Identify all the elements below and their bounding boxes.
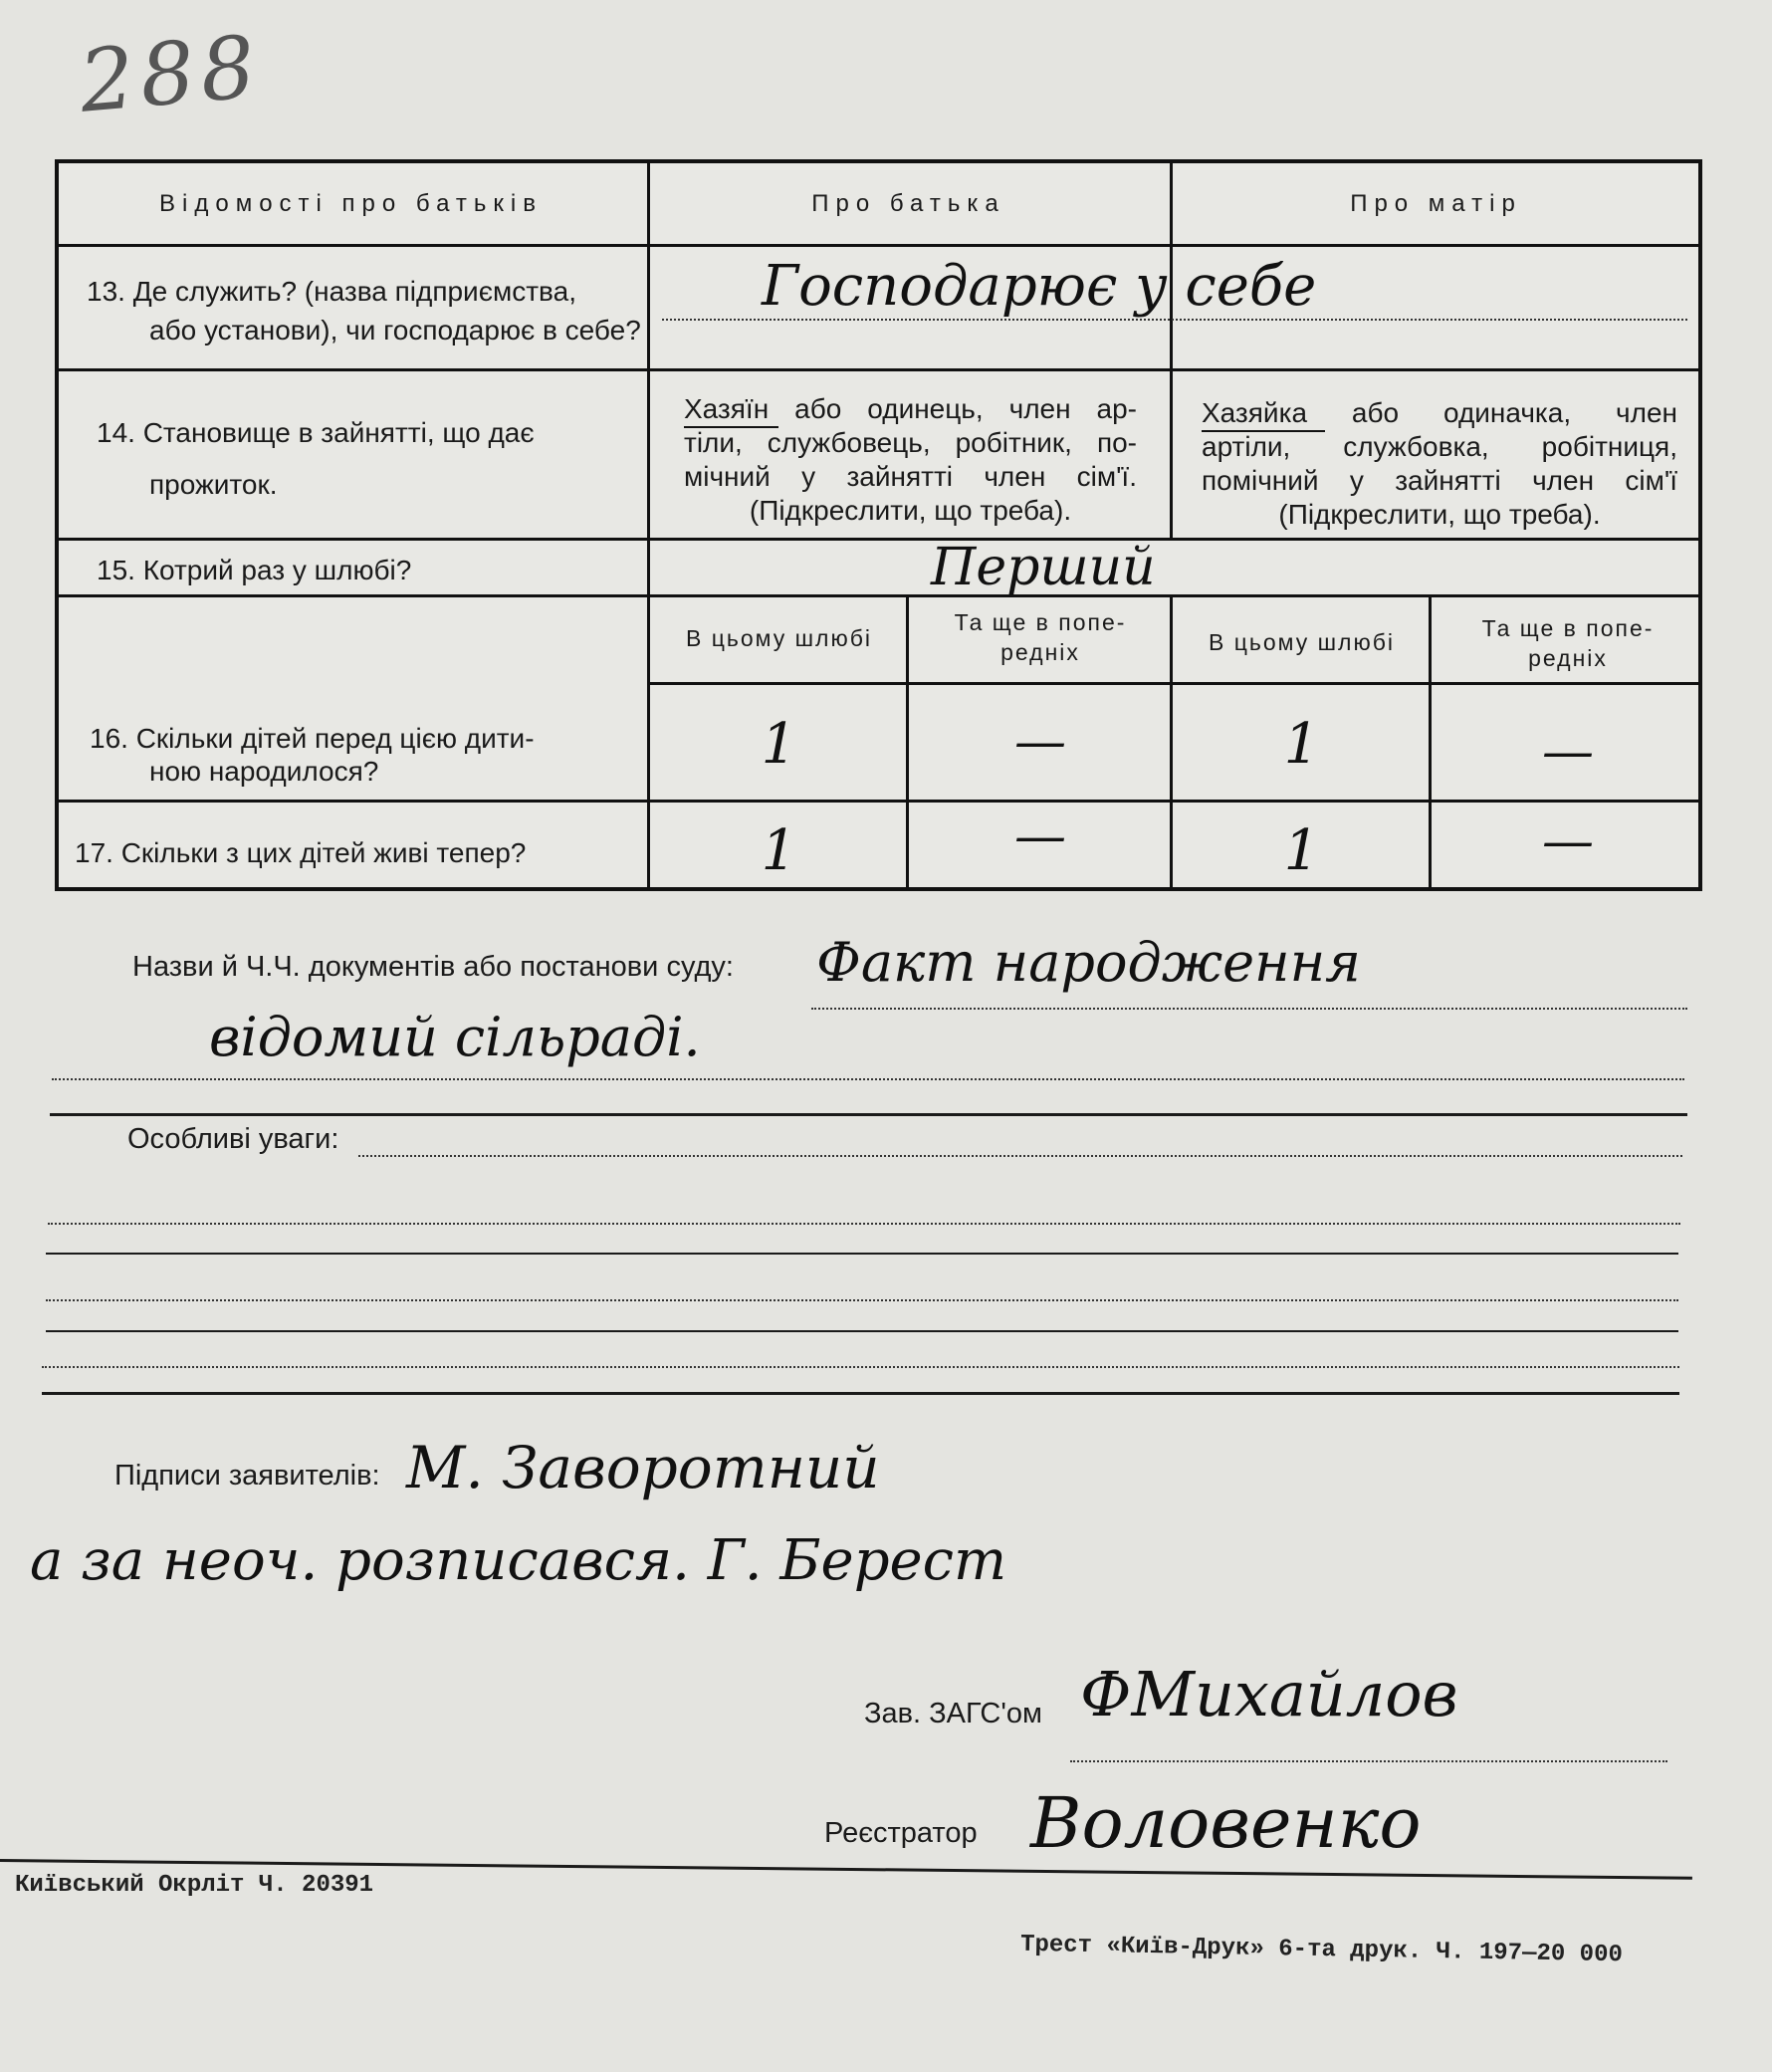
notes-rule-2 xyxy=(46,1330,1678,1332)
q16-label-line1: 16. Скільки дітей перед цією дити- xyxy=(90,723,535,754)
q14-father-option-line1: Хазяїн або одинець, член ар- xyxy=(684,393,1137,424)
documents-dotline-1 xyxy=(811,1008,1687,1010)
rule-header xyxy=(55,244,1702,247)
zags-signature-line xyxy=(1070,1760,1667,1762)
footer-printer-left: Київський Окрліт Ч. 20391 xyxy=(15,1872,374,1899)
documents-value-line2: відомий сільраді. xyxy=(209,1006,701,1068)
header-mother: Про матір xyxy=(1350,190,1522,217)
rule-subheader xyxy=(647,682,1702,685)
q13-label-line1: 13. Де служить? (назва підприємства, xyxy=(87,276,576,307)
q17-father-this: 1 xyxy=(761,818,797,883)
q14-father-option-line4: (Підкреслити, що треба). xyxy=(749,495,1072,526)
notes-rule-3 xyxy=(42,1392,1679,1395)
notes-dotline-1 xyxy=(358,1155,1682,1157)
q14-mother-option-line2: артіли, службовка, робітниця, xyxy=(1202,431,1677,462)
zags-head-signature: ФМихайлов xyxy=(1080,1658,1458,1730)
col-divider-2b xyxy=(1170,594,1173,891)
q13-label-line2: або установи), чи господарює в себе? xyxy=(149,315,641,345)
notes-label: Особливі уваги: xyxy=(127,1123,339,1155)
q13-answer: Господарює у себе xyxy=(762,254,1317,319)
q14-mother-option-line3: помічний у зайнятті член сім'ї xyxy=(1202,465,1677,496)
q17-label: 17. Скільки з цих дітей живі тепер? xyxy=(75,837,527,868)
q17-mother-this: 1 xyxy=(1283,818,1320,883)
q16-father-this: 1 xyxy=(761,712,797,777)
q14-father-option-line2: тіли, службовець, робітник, по- xyxy=(684,427,1137,458)
q14-mother-option-line1: Хазяйка або одиначка, член xyxy=(1202,397,1677,428)
footer-printer-right: Трест «Київ-Друк» 6-та друк. Ч. 197—20 000 xyxy=(1019,1931,1624,1969)
q17-mother-prev: — xyxy=(1542,811,1594,871)
documents-dotline-2 xyxy=(52,1078,1684,1080)
q15-label: 15. Котрий раз у шлюбі? xyxy=(97,555,412,585)
father-this-marriage-header: В цьому шлюбі xyxy=(685,625,873,651)
q14-father-option-line3: мічний у зайнятті член сім'ї. xyxy=(684,461,1137,492)
sub-divider-father xyxy=(906,594,909,891)
notes-dotline-4 xyxy=(42,1366,1679,1368)
q16-father-prev: — xyxy=(1014,712,1066,772)
q17-father-prev: — xyxy=(1014,806,1066,866)
zags-head-label: Зав. ЗАГС'ом xyxy=(864,1698,1042,1729)
father-prev-header-line1: Та ще в попе- xyxy=(954,609,1127,635)
header-father: Про батька xyxy=(811,190,1005,217)
rule-q14 xyxy=(55,538,1702,541)
sub-divider-mother xyxy=(1429,594,1432,891)
signatures-label: Підписи заявителів: xyxy=(114,1460,380,1492)
q14-label-line1: 14. Становище в зайнятті, що дає xyxy=(97,417,535,448)
q14-label-line2: прожиток. xyxy=(149,469,278,500)
q16-mother-prev: — xyxy=(1542,722,1594,782)
registrar-label: Реєстратор xyxy=(824,1817,978,1849)
rule-q16 xyxy=(55,800,1702,803)
documents-label: Назви й Ч.Ч. документів або постанови суду: xyxy=(132,951,734,983)
notes-dotline-2 xyxy=(48,1223,1680,1225)
q15-answer: Перший xyxy=(931,538,1156,597)
documents-value-line1: Факт народження xyxy=(816,931,1361,994)
notes-rule-1 xyxy=(46,1253,1678,1255)
page-number: 288 xyxy=(75,17,266,132)
parents-info-table xyxy=(55,159,1702,891)
col-divider-1 xyxy=(647,159,650,891)
registrar-signature: Воловенко xyxy=(1030,1782,1422,1864)
applicant-signature-2: а за неоч. розписався. Г. Берест xyxy=(30,1528,1007,1593)
mother-prev-header-line2: редніх xyxy=(1528,645,1608,671)
father-prev-header-line2: редніх xyxy=(1000,639,1080,665)
q14-mother-option-line4: (Підкреслити, що треба). xyxy=(1278,499,1601,530)
header-parents-info: Відомості про батьків xyxy=(159,190,543,217)
rule-q15 xyxy=(55,594,1702,597)
q16-mother-this: 1 xyxy=(1283,712,1320,777)
mother-this-marriage-header: В цьому шлюбі xyxy=(1208,629,1396,655)
notes-dotline-3 xyxy=(46,1299,1678,1301)
q16-label-line2: ною народилося? xyxy=(149,756,379,787)
documents-rule xyxy=(50,1113,1687,1116)
mother-prev-header-line1: Та ще в попе- xyxy=(1481,615,1655,641)
q13-answer-line xyxy=(662,319,1687,321)
applicant-signature-1: М. Заворотний xyxy=(406,1434,880,1501)
rule-q13 xyxy=(55,368,1702,371)
